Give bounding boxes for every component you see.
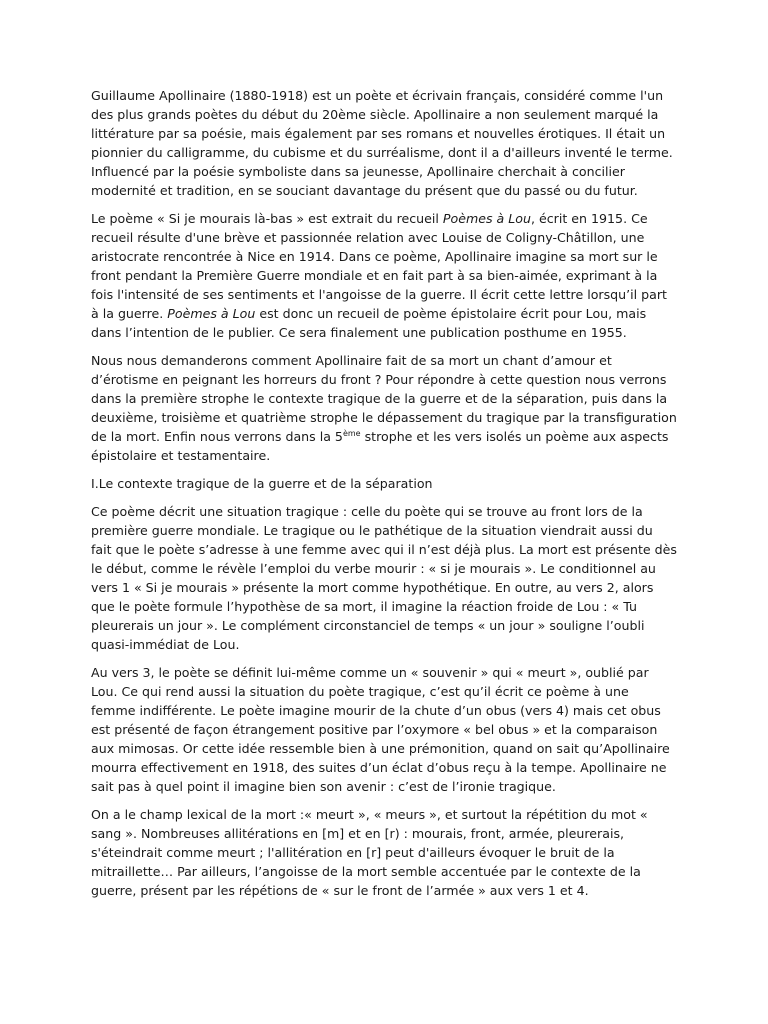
book-title: Poèmes à Lou xyxy=(442,211,531,226)
paragraph-analysis-2 xyxy=(91,663,677,796)
paragraph-text: Nous nous demanderons comment Apollinaire fait de sa mort un chant d’amour et d’érotisme en peignant les horreurs du front ? Pour répondre à cette question nous verrons dans la première strophe le contexte tragique de la guerre et de la séparation, puis dans la deuxième, troisième et quatrième strophe le dépassement du tragique par la transfiguration de la mort. Enfin nous verrons dans la 5 xyxy=(91,353,677,444)
paragraph-intro xyxy=(91,86,677,200)
ordinal-superscript: ème xyxy=(342,429,361,438)
paragraph-text: Au vers 3, le poète se définit lui-même comme un « souvenir » qui « meurt », oublié par Lou. Ce qui rend aussi la situation du poète tragique, c’est qu’il écrit ce poème à une femme indifférente. Le poète imagine mourir de la chute d’un obus (vers 4) mais cet obus est présenté de façon étrangement positive par l’oxymore « bel obus » et la comparaison aux mimosas. Or cette idée ressemble bien à une prémonition, quand on sait qu’Apollinaire mourra effectivement en 1918, des suites d’un éclat d’obus reçu à la tempe. Apollinaire ne sait pas à quel point il imagine bien son avenir : c’est de l’ironie tragique. xyxy=(91,665,670,794)
paragraph-text: Ce poème décrit une situation tragique : celle du poète qui se trouve au front lors de la première guerre mondiale. Le tragique ou le pathétique de la situation viendrait aussi du fait que le poète s’adresse à une femme avec qui il n’est déjà plus. La mort est présente dès le début, comme le révèle l’emploi du verbe mourir : « si je mourais ». Le conditionnel au vers 1 « Si je mourais » présente la mort comme hypothétique. En outre, au vers 2, alors que le poète formule l’hypothèse de sa mort, il imagine la réaction froide de Lou : « Tu pleurerais un jour ». Le complément circonstanciel de temps « un jour » souligne l’oubli quasi-immédiat de Lou. xyxy=(91,504,677,652)
paragraph-text: Le poème « Si je mourais là-bas » est extrait du recueil xyxy=(91,211,443,226)
paragraph-analysis-1 xyxy=(91,502,677,654)
book-title: Poèmes à Lou xyxy=(167,306,256,321)
paragraph-text: On a le champ lexical de la mort :« meurt », « meurs », et surtout la répétition du mot « sang ». Nombreuses allitérations en [m] et en [r) : mourais, front, armée, pleurerais, s'éteindrait comme meurt ; l'allitération en [r] peut d'ailleurs évoquer le bruit de la mitraillette… Par ailleurs, l’angoisse de la mort semble accentuée par le contexte de la guerre, présent par les répétions de « sur le front de l’armée » aux vers 1 et 4. xyxy=(91,807,648,898)
section-heading xyxy=(91,474,677,493)
paragraph-text: strophe et les vers isolés un poème aux aspects épistolaire et testamentaire. xyxy=(91,429,669,463)
paragraph-context xyxy=(91,209,677,342)
paragraph-text: Guillaume Apollinaire (1880-1918) est un poète et écrivain français, considéré comme l'un des plus grands poètes du début du 20ème siècle. Apollinaire a non seulement marqué la littérature par sa poésie, mais également par ses romans et nouvelles érotiques. Il était un pionnier du calligramme, du cubisme et du surréalisme, dont il a d'ailleurs inventé le terme. Influencé par la poésie symboliste dans sa jeunesse, Apollinaire cherchait à concilier modernité et tradition, en se souciant davantage du présent que du passé ou du futur. xyxy=(91,88,673,198)
paragraph-text: est donc un recueil de poème épistolaire écrit pour Lou, mais dans l’intention de le publier. Ce sera finalement une publication posthume en 1955. xyxy=(91,306,647,340)
paragraph-text: , écrit en 1915. Ce recueil résulte d'une brève et passionnée relation avec Louise de Coligny-Châtillon, une aristocrate rencontrée à Nice en 1914. Dans ce poème, Apollinaire imagine sa mort sur le front pendant la Première Guerre mondiale et en fait part à sa bien-aimée, exprimant à la fois l'intensité de ses sentiments et l'angoisse de la guerre. Il écrit cette lettre lorsqu’il part à la guerre. xyxy=(91,211,667,321)
section-heading-text: I.Le contexte tragique de la guerre et de la séparation xyxy=(91,476,433,491)
document-page xyxy=(91,86,677,909)
paragraph-problematic xyxy=(91,351,677,465)
paragraph-analysis-3 xyxy=(91,805,677,900)
